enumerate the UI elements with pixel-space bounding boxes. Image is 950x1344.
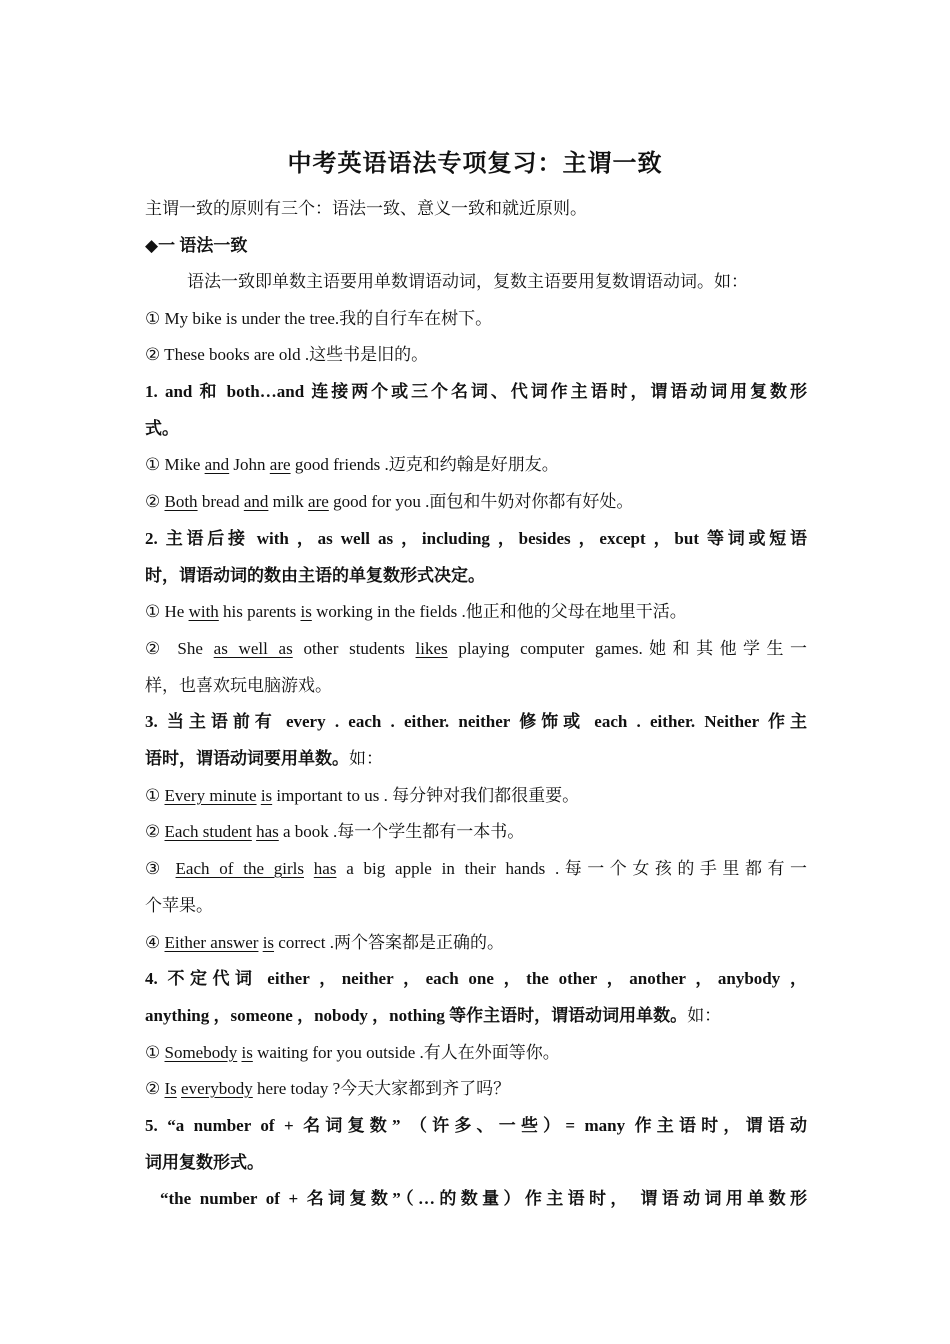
definition-text: 语法一致即单数主语要用单数谓语动词，复数主语要用复数谓语动词。如：	[187, 272, 748, 291]
section-heading	[145, 234, 807, 258]
example-text: ②	[145, 492, 165, 511]
example-text: a big apple in their hands .每一个女孩的手里都有一	[336, 859, 807, 878]
example-text: ②	[145, 1079, 165, 1098]
rule-2-heading-cont: 时，谓语动词的数由主语的单复数形式决定。	[145, 566, 485, 585]
underlined-word: and	[243, 492, 269, 511]
example-line	[145, 1041, 807, 1065]
underlined-word: likes	[415, 639, 448, 658]
rule-3-heading-cont	[145, 747, 807, 771]
example-text: waiting for you outside .有人在外面等你。	[252, 1043, 560, 1062]
example-line	[145, 600, 807, 624]
example-line: ① My bike is under the tree.我的自行车在树下。	[145, 309, 493, 328]
rule-1-heading: 1. and 和 both…and 连接两个或三个名词、代词作主语时，谓语动词用复数形	[145, 382, 807, 401]
underlined-word: Somebody	[164, 1043, 238, 1062]
example-text: ①	[145, 1043, 165, 1062]
underlined-word: as well as	[213, 639, 293, 658]
rule-3-heading: 3. 当主语前有 every . each . either. neither 修饰或 each . either. Neither 作主	[145, 712, 807, 731]
underlined-word: is	[260, 786, 273, 805]
underlined-word: is	[300, 602, 312, 621]
example-line	[145, 1077, 807, 1101]
example-line	[145, 931, 807, 955]
rule-text: anything ，someone ，nobody ，nothing 等作主语时，谓语动词用单数。	[145, 1006, 688, 1025]
rule-4-heading-cont	[145, 1004, 807, 1028]
example-text: other students	[292, 639, 416, 658]
example-line	[145, 820, 807, 844]
example-text: playing computer games.她和其他学生一	[447, 639, 808, 658]
example-text: here today ?今天大家都到齐了吗？	[252, 1079, 511, 1098]
rule-4-heading: 4. 不定代词 either ，neither ，each one ，the other ，another ，anybody ，	[145, 969, 807, 988]
rule-text: 语时，谓语动词要用单数。	[145, 749, 349, 768]
example-text: ① He	[145, 602, 189, 621]
example-text: bread	[197, 492, 244, 511]
underlined-word: Every minute	[164, 786, 257, 805]
diamond-bullet-icon: ◆	[145, 236, 159, 255]
intro-text: 主谓一致的原则有三个：语法一致、意义一致和就近原则。	[145, 199, 587, 218]
example-line	[145, 490, 807, 514]
underlined-word: has	[313, 859, 337, 878]
example-text: his parents	[218, 602, 301, 621]
example-text: ② She	[145, 639, 214, 658]
example-line-cont: 样，也喜欢玩电脑游戏。	[145, 676, 332, 695]
example-text: ① Mike	[145, 455, 205, 474]
underlined-word: is	[241, 1043, 253, 1062]
section-label: 一 语法一致	[158, 236, 248, 255]
page-title: 中考英语语法专项复习：主谓一致	[287, 151, 663, 177]
rule-text: 如：	[349, 749, 383, 768]
underlined-word: and	[204, 455, 230, 474]
underlined-word: Either answer	[164, 933, 259, 952]
example-text: working in the fields .他正和他的父母在地里干活。	[311, 602, 687, 621]
example-text: milk	[268, 492, 309, 511]
example-line	[145, 637, 807, 661]
example-text: ③	[145, 859, 176, 878]
underlined-word: with	[188, 602, 219, 621]
underlined-word: are	[269, 455, 291, 474]
example-text: ②	[145, 822, 165, 841]
underlined-word: Each student	[164, 822, 252, 841]
underlined-word: everybody	[181, 1079, 253, 1098]
underlined-word: is	[262, 933, 275, 952]
example-line-cont: 个苹果。	[145, 896, 213, 915]
example-text: ④	[145, 933, 165, 952]
example-text: correct .两个答案都是正确的。	[274, 933, 504, 952]
example-line	[145, 857, 807, 881]
underlined-word: Is	[164, 1079, 177, 1098]
example-text: important to us . 每分钟对我们都很重要。	[272, 786, 580, 805]
rule-text: 如：	[687, 1006, 722, 1025]
rule-2-heading: 2. 主语后接 with ，as well as ，including ，besides ，except ，but 等词或短语	[145, 529, 807, 548]
example-text: a book .每一个学生都有一本书。	[278, 822, 525, 841]
underlined-word: Both	[164, 492, 198, 511]
rule-5-heading-cont: 词用复数形式。	[145, 1153, 264, 1172]
example-text: John	[229, 455, 270, 474]
example-text: ①	[145, 786, 165, 805]
example-line: ② These books are old .这些书是旧的。	[145, 345, 429, 364]
underlined-word: Each of the girls	[175, 859, 304, 878]
example-text: good for you .面包和牛奶对你都有好处。	[328, 492, 634, 511]
underlined-word: has	[256, 822, 279, 841]
rule-5-heading: 5. “a number of + 名词复数” （许多、一些）= many 作主语时，谓语动	[145, 1116, 807, 1135]
example-text: good friends .迈克和约翰是好朋友。	[290, 455, 559, 474]
example-line	[145, 784, 807, 808]
underlined-word: are	[308, 492, 329, 511]
example-text	[304, 859, 314, 878]
rule-1-heading-cont: 式。	[145, 419, 179, 438]
example-line	[145, 453, 807, 477]
rule-5-note: “the number of + 名词复数”（…的数量）作主语时， 谓语动词用单数形	[160, 1189, 807, 1208]
